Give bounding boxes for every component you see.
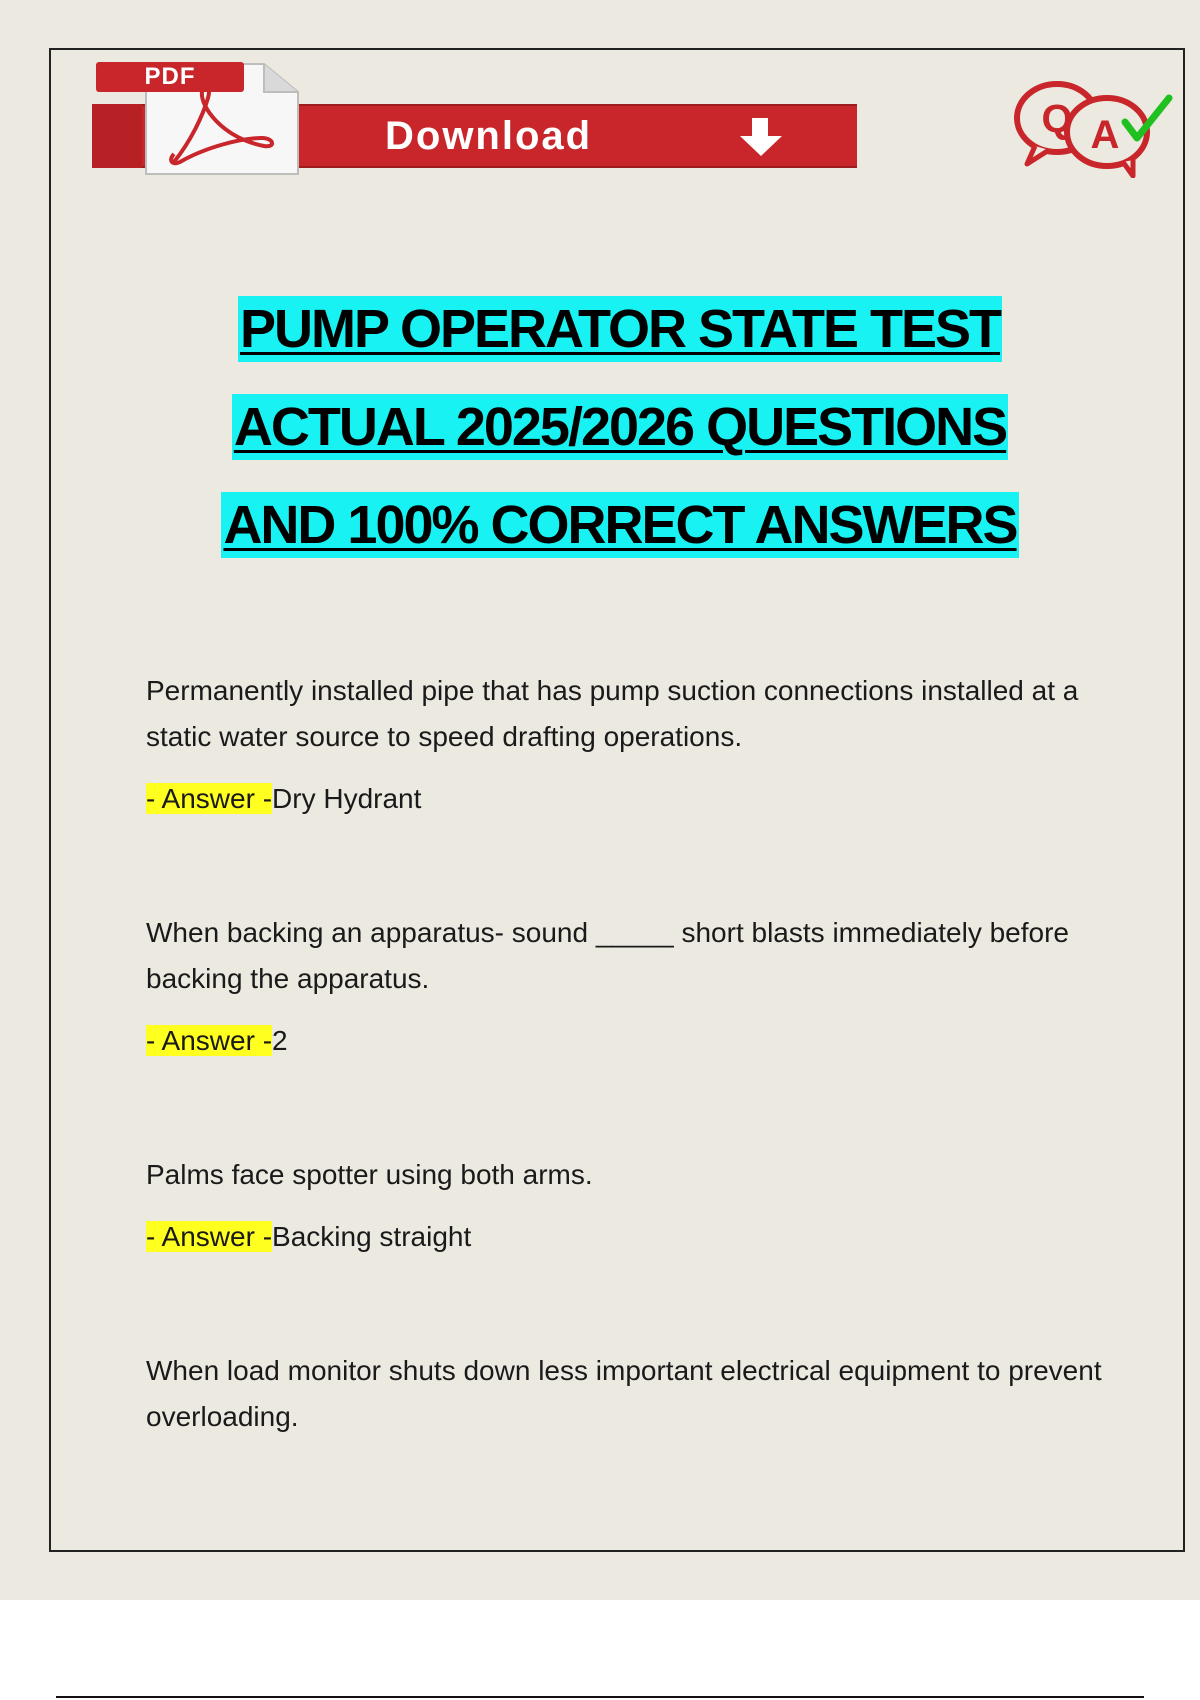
page-footer-rule [56, 1696, 1144, 1698]
pdf-badge: PDF [96, 62, 244, 92]
answer-text: 2 [272, 1025, 288, 1056]
title-line: ACTUAL 2025/2026 QUESTIONS [232, 394, 1008, 460]
download-arrow-icon[interactable] [736, 116, 786, 158]
document-title [60, 296, 1180, 590]
answer-label: - Answer - [146, 783, 273, 814]
answer-line [146, 1018, 1106, 1064]
answer-label: - Answer - [146, 1025, 273, 1056]
question-text: When load monitor shuts down less important electrical equipment to prevent overloading. [146, 1355, 1102, 1432]
qa-logo-icon [1005, 78, 1175, 178]
title-line: AND 100% CORRECT ANSWERS [221, 492, 1018, 558]
question-text: Palms face spotter using both arms. [146, 1159, 593, 1190]
download-label[interactable]: Download [385, 114, 593, 158]
qa-item [146, 1348, 1106, 1440]
answer-line [146, 776, 1106, 822]
title-line: PUMP OPERATOR STATE TEST [238, 296, 1002, 362]
answer-line [146, 1214, 1106, 1260]
qa-item [146, 1152, 1106, 1260]
answer-text: Backing straight [272, 1221, 472, 1252]
answer-label: - Answer - [146, 1221, 273, 1252]
logo-letter-q: Q [1041, 97, 1073, 141]
banner-accent [92, 104, 142, 168]
question-text: When backing an apparatus- sound _____ short blasts immediately before backing the apparatus. [146, 917, 1069, 994]
question-text: Permanently installed pipe that has pump suction connections installed at a static water source to speed drafting operations. [146, 675, 1079, 752]
qa-item [146, 668, 1106, 822]
qa-item [146, 910, 1106, 1064]
logo-letter-a: A [1090, 113, 1120, 157]
answer-text: Dry Hydrant [272, 783, 422, 814]
